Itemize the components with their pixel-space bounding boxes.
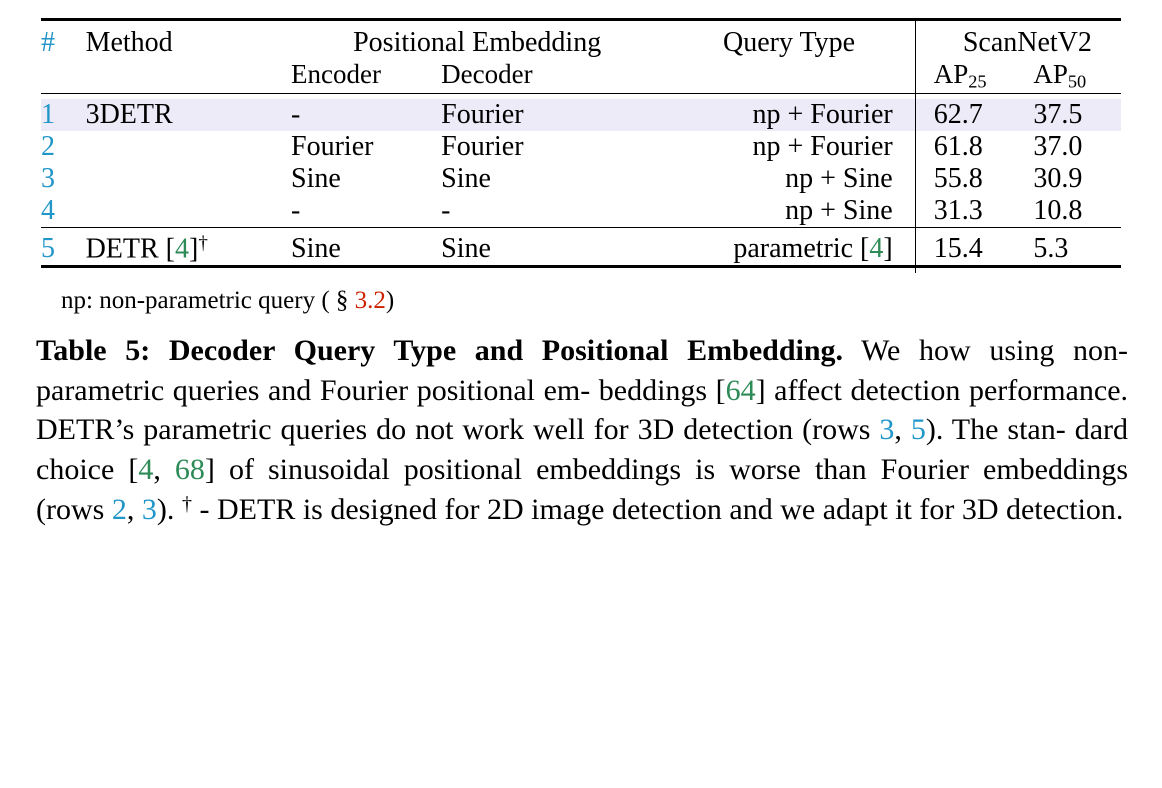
caption-text-2a: beddings [ [598, 373, 726, 407]
row-number: 5 [41, 233, 55, 265]
subheader-spacer-query [663, 59, 915, 93]
table-row [41, 163, 1121, 195]
table-header-row-1 [41, 27, 1121, 59]
row-query-type: np + Fourier [663, 99, 915, 131]
footnote-suffix: ) [385, 287, 395, 315]
row-ap25: 62.7 [915, 99, 1021, 131]
dagger-marker: † [181, 492, 193, 515]
ap25-prefix: AP [933, 59, 969, 89]
row-ap25: 31.3 [915, 195, 1021, 228]
row-query-suffix: ] [883, 233, 893, 265]
caption-text-6: image detection and we adapt it for 3D detection. [531, 492, 1124, 526]
footnote-prefix: np: non-parametric query ( § [61, 287, 355, 315]
table-row [41, 99, 1121, 131]
header-dataset: ScanNetV2 [915, 27, 1121, 59]
row-encoder: Fourier [291, 130, 374, 162]
caption-text-5e: - DETR is designed for 2D [192, 492, 524, 526]
caption-title: Decoder Query Type and Positional Embedding. [168, 334, 844, 368]
row-method [86, 233, 291, 267]
table-rule-bottom [41, 267, 1121, 274]
row-decoder: Sine [441, 162, 491, 194]
table-row [41, 131, 1121, 163]
subheader-ap25 [915, 59, 1021, 93]
row-ref[interactable]: 2 [111, 492, 127, 526]
dagger-marker: † [198, 232, 208, 254]
caption-text-5b: , [126, 492, 142, 526]
caption-text-4c: ] of sinusoidal positional embeddings is worse [204, 452, 801, 486]
caption-text-4b: , [153, 452, 175, 486]
row-method-suffix: ] [189, 233, 199, 265]
row-ap50: 37.5 [1021, 99, 1121, 131]
row-query-type: np + Fourier [752, 130, 893, 162]
row-decoder: - [441, 194, 451, 226]
row-number: 2 [41, 130, 55, 162]
row-decoder: Fourier [441, 99, 663, 131]
row-ref[interactable]: 3 [879, 413, 895, 447]
caption-text-2b: ] affect detection performance. DETR’s parametric [36, 373, 1129, 447]
row-query-type: np + Sine [785, 194, 893, 226]
ap25-subscript: 25 [968, 71, 987, 92]
row-ap50: 5.3 [1033, 233, 1069, 265]
table-footnote [41, 287, 1121, 315]
row-method [86, 163, 291, 195]
row-query-type [663, 233, 915, 267]
caption-text-1: We how using non-parametric queries and Fourier positional em- [36, 334, 1128, 407]
row-ap50: 30.9 [1033, 162, 1083, 194]
row-query-prefix: parametric [ [733, 233, 870, 265]
row-ap50: 37.0 [1033, 130, 1083, 162]
header-method: Method [85, 27, 173, 58]
row-ap25: 55.8 [915, 163, 1021, 195]
header-query-type: Query Type [722, 27, 856, 58]
row-ap25: 61.8 [915, 131, 1021, 163]
table-row [41, 195, 1121, 228]
row-encoder: Sine [291, 162, 341, 194]
row-ap25: 15.4 [915, 233, 1021, 267]
row-number: 1 [41, 99, 86, 131]
citation-ref[interactable]: 68 [174, 452, 205, 486]
subheader-ap50 [1021, 59, 1121, 93]
row-encoder: - [291, 194, 301, 226]
results-table [41, 18, 1121, 273]
subheader-spacer-method [86, 59, 291, 93]
table-rule-top [41, 20, 1121, 28]
table-caption [36, 331, 1128, 529]
row-ref[interactable]: 3 [141, 492, 157, 526]
row-method [86, 131, 291, 163]
citation-ref[interactable]: 4 [138, 452, 154, 486]
row-decoder: Fourier [441, 130, 524, 162]
table-header-row-2 [41, 59, 1121, 93]
row-encoder: - [291, 99, 441, 131]
subheader-decoder: Decoder [441, 59, 533, 89]
row-encoder: Sine [291, 233, 341, 265]
header-positional-embedding: Positional Embedding [353, 27, 602, 58]
caption-text-3b: , [894, 413, 911, 447]
row-decoder: Sine [441, 233, 491, 265]
row-method [86, 195, 291, 228]
header-number: # [41, 27, 55, 58]
subheader-spacer-num [41, 59, 86, 93]
citation-ref[interactable]: 64 [725, 373, 756, 407]
caption-text-5c: ). [156, 492, 182, 526]
row-query-type: np + Sine [785, 162, 893, 194]
ap50-subscript: 50 [1067, 71, 1087, 92]
table-row [41, 233, 1121, 267]
row-ref[interactable]: 5 [910, 413, 926, 447]
caption-label: Table 5: [36, 334, 151, 368]
subheader-encoder: Encoder [291, 59, 381, 89]
citation-ref[interactable]: 4 [869, 233, 884, 265]
row-number: 4 [41, 194, 55, 226]
citation-ref[interactable]: 4 [175, 233, 190, 265]
caption-text-3c: ). The stan- [925, 413, 1066, 447]
row-number: 3 [41, 162, 55, 194]
section-ref[interactable]: 3.2 [354, 287, 386, 315]
caption-text-4a: dard choice [ [36, 413, 1129, 486]
ap50-prefix: AP [1033, 59, 1068, 89]
caption-text-3a: queries do not work well for 3D detection (rows [280, 413, 880, 447]
row-method: 3DETR [86, 99, 291, 131]
row-ap50: 10.8 [1033, 194, 1083, 226]
caption-text-5a: than Fourier embeddings (rows [36, 452, 1128, 526]
row-method-prefix: DETR [ [85, 233, 176, 265]
